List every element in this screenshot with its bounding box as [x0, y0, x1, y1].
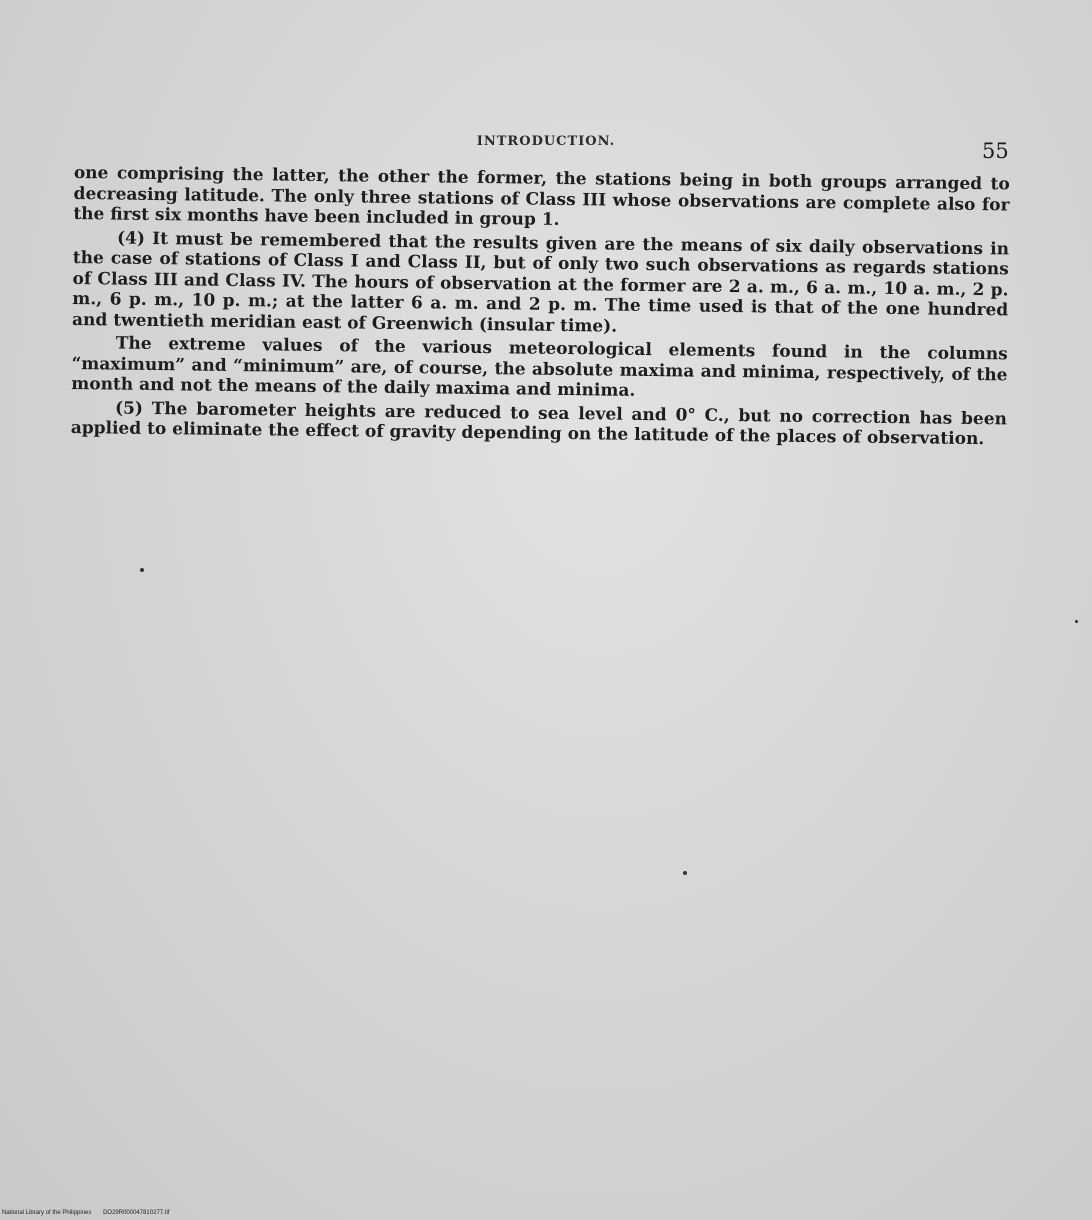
- body-text: [71, 163, 1010, 453]
- paragraph-barometer: (5) The barometer heights are reduced to sea level and 0° C., but no correction has been applied to eliminate the effect of gravity depending on the latitude of the places of observation.: [70, 398, 1008, 450]
- ink-speck: [140, 568, 144, 572]
- paragraph-continuation: one comprising the latter, the other the former, the stations being in both groups arranged to decreasing latitude. The only three stations of Class III whose observations are complete also for the first six months have been included in group 1.: [73, 163, 1010, 230]
- ink-speck: [683, 871, 687, 875]
- footer-library: National Library of the Philippines: [2, 1210, 92, 1216]
- scan-footer: [2, 1210, 179, 1216]
- paragraph-extreme-values: The extreme values of the various meteorological elements found in the columns “maximum” and “minimum” are, of course, the absolute maxima and minima, respectively, of the month and not the means of the daily maxima and minima.: [71, 333, 1008, 401]
- ink-speck: [1075, 620, 1078, 623]
- footer-identifier: DO29R000047810277.tif: [103, 1210, 170, 1216]
- running-head: INTRODUCTION.: [476, 134, 616, 149]
- page-number: 55: [982, 139, 1009, 163]
- paragraph-observation-hours: (4) It must be remembered that the results given are the means of six daily observations in the case of stations of Class I and Class II, but of only two such observations as regards stations of Class III and Class IV. The hours of observation at the former are 2 a. m., 6 a. m., 10 a. m., 2 p. m., 6 p. m., 10 p. m.; at the latter 6 a. m. and 2 p. m. The time used is that of the one hundred and twentieth meridian east of Greenwich (insular time).: [71, 228, 1010, 337]
